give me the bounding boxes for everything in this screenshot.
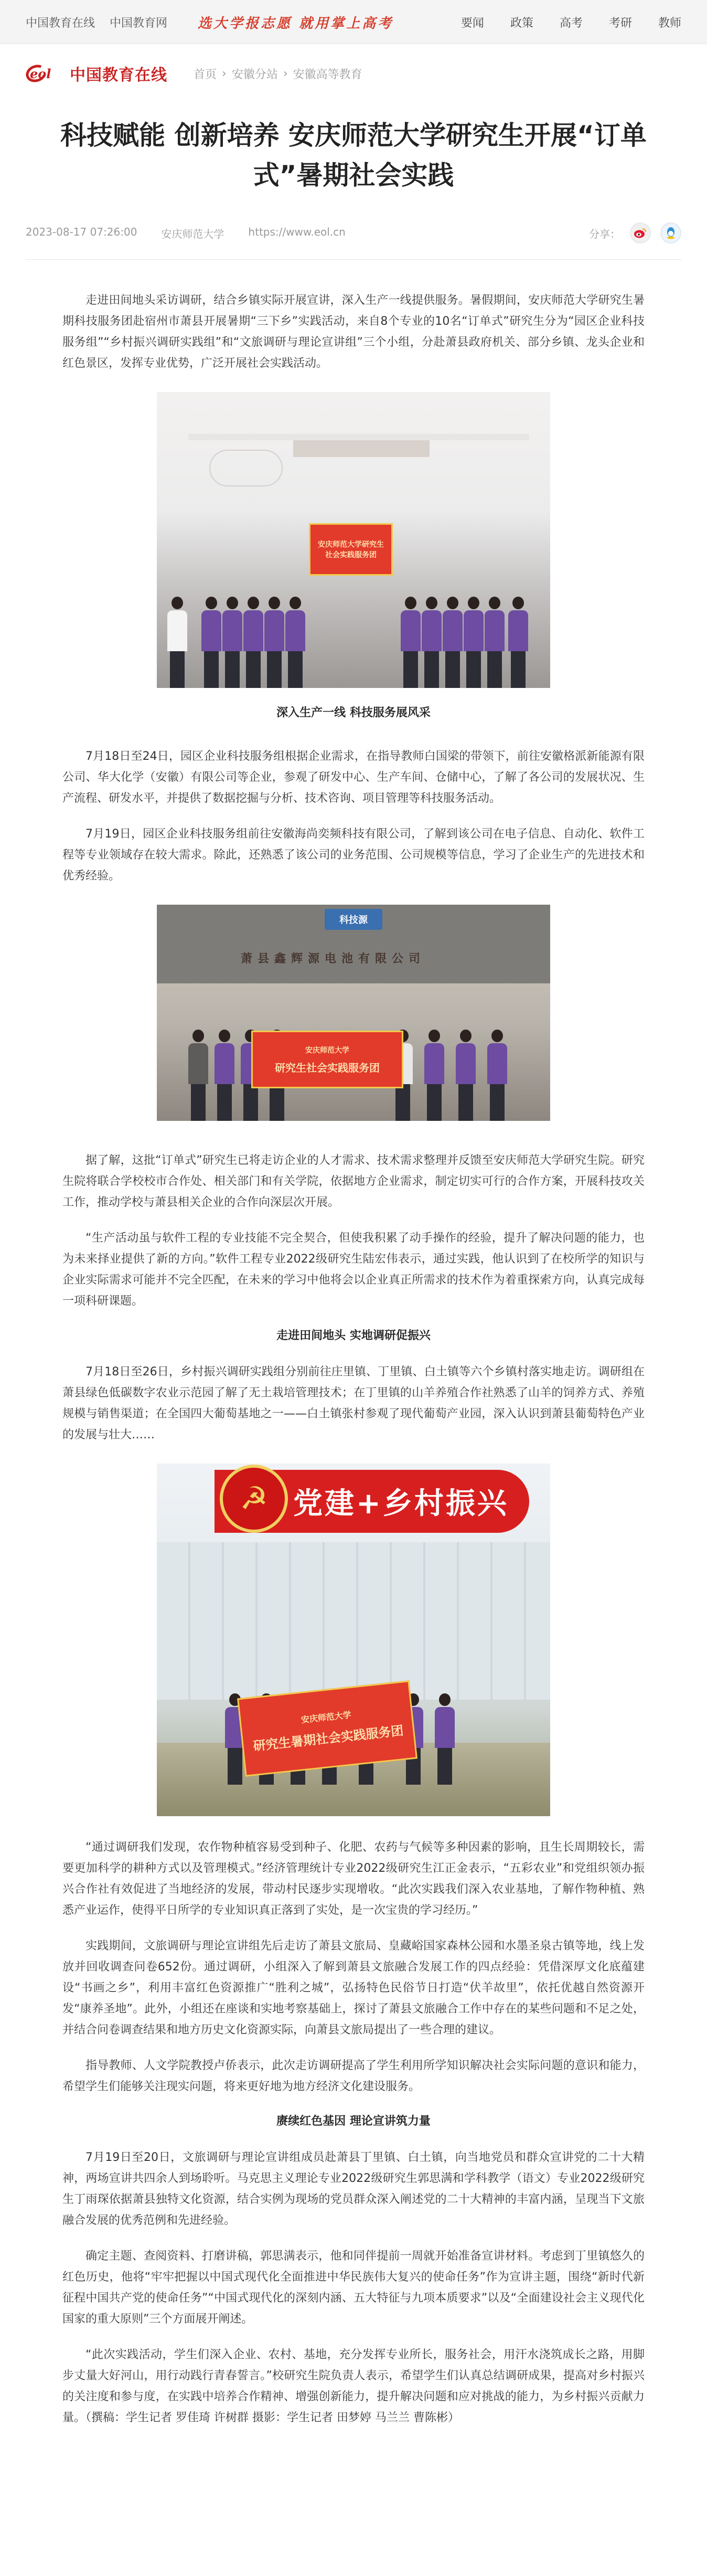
section-caption-1: 深入生产一线 科技服务展风采: [276, 706, 431, 719]
nav-teacher[interactable]: 教师: [658, 16, 681, 30]
article-body: [62, 290, 645, 2429]
person-figure: [215, 1030, 234, 1121]
person-figure: [264, 597, 284, 688]
photo-group-company: [157, 392, 550, 688]
photo2-banner-text: 研究生社会实践服务团: [275, 1061, 380, 1074]
qq-icon: [665, 227, 677, 239]
eol-logo-icon: eol: [26, 63, 62, 84]
nav-policy[interactable]: 政策: [510, 16, 533, 30]
person-figure: [401, 597, 421, 688]
share-label: 分享：: [589, 227, 620, 240]
person-figure: [201, 597, 221, 688]
paragraph-student-quote-1: “生产活动虽与软件工程的专业技能不完全契合，但使我积累了动手操作的经验，提升了解决问题的能力，也为未来择业提供了新的方向。”软件工程专业2022级研究生陆宏伟表示，通过实践，他认识到了在校所学的知识与企业实际需求可能并不完全匹配，在未来的学习中他将会以企业真正所需求的技术作为着重探索方向，认真完成每一项科研课题。: [62, 1232, 645, 1308]
photo3-banner-text: 研究生暑期社会实践服务团: [252, 1723, 404, 1754]
photo1-banner: 安庆师范大学研究生社会实践服务团: [309, 523, 393, 576]
breadcrumb: [194, 66, 362, 82]
paragraph-student-quote-2: “通过调研我们发现，农作物种植容易受到种子、化肥、农药与气候等多种因素的影响，且生长周期较长，需要更加科学的耕种方式以及管理模式。”经济管理统计专业2022级研究生江正金表示，“五彩农业”和党组织领办振兴合作社有效促进了当地经济的发展，带动村民逐步实现增收。“此次实践我们深入农业基地，了解作物种植、熟悉产业运作，使得平日所学的专业知识真正落到了实处，是一次宝贵的学习经历。”: [62, 1841, 645, 1917]
photo3-sign: 党建+乡村振兴: [215, 1470, 529, 1533]
nav-gaokao[interactable]: 高考: [559, 16, 583, 30]
person-figure: [422, 597, 442, 688]
person-figure: [487, 1030, 507, 1121]
person-figure: [188, 1030, 208, 1121]
breadcrumb-higher-edu[interactable]: 安徽高等教育: [293, 68, 362, 81]
paragraph-lecture-prep: 确定主题、查阅资料、打磨讲稿，郭思满表示，他和同伴提前一周就开始准备宣讲材料。考虑到丁里镇悠久的红色历史，他将“牢牢把握以中国式现代化全面推进中华民族伟大复兴的使命任务”作为宣讲主题，围绕“新时代新征程中国共产党的使命任务”“中国式现代化的深刻内涵、五大特征与九项本质要求”以及“全面建设社会主义现代化国家的重大原则”三个方面展开阐述。: [62, 2250, 645, 2326]
top-link-edu-net[interactable]: 中国教育网: [110, 16, 168, 30]
photo2-banner-school: 安庆师范大学: [305, 1046, 349, 1055]
paragraph-conclusion: “此次实践活动，学生们深入企业、农村、基地，充分发挥专业所长，服务社会，用汗水浇筑成长之路，用脚步丈量大好河山，用行动践行青春誓言。”校研究生院负责人表示，希望学生们认真总结调研成果，提高对乡村振兴的关注度和参与度，在实践中培养合作精神、增强创新能力，提升解决问题和应对挑战的能力，为乡村振兴贡献力量。（撰稿：学生记者 罗佳琦 许树群 摄影：学生记者 田梦婷 马兰兰 曹陈彬）: [62, 2348, 645, 2424]
person-figure: [435, 1693, 455, 1785]
breadcrumb-anhui[interactable]: 安徽分站: [231, 68, 278, 81]
person-figure: [167, 597, 187, 688]
paragraph-intro: 走进田间地头采访调研，结合乡镇实际开展宣讲，深入生产一线提供服务。暑假期间，安庆师范大学研究生暑期科技服务团赴宿州市萧县开展暑期“三下乡”实践活动，来自8个专业的10名“订单式”研究生分为“园区企业科技服务组”“乡村振兴调研实践组”和“文旅调研与理论宣讲组”三个小组，分赴萧县政府机关、部分乡镇、龙头企业和红色景区，发挥专业优势，广泛开展社会实践活动。: [62, 294, 645, 370]
paragraph-rural-visit: 7月18日至26日，乡村振兴调研实践组分别前往庄里镇、丁里镇、白土镇等六个乡镇村落实地走访。调研组在萧县绿色低碳数字农业示范园了解了无土栽培管理技术；在丁里镇的山羊养殖合作社熟悉了山羊的饲养方式、养殖规模与销售渠道；在全国四大葡萄基地之一——白土镇张村参观了现代葡萄产业园，深入认识到萧县葡萄特色产业的发展与壮大……: [62, 1365, 645, 1441]
site-logo[interactable]: [26, 62, 167, 85]
breadcrumb-separator: ›: [222, 67, 227, 80]
brand-row: [26, 44, 681, 103]
breadcrumb-home[interactable]: 首页: [194, 68, 217, 81]
person-figure: [464, 597, 484, 688]
company-sign: 萧县鑫辉源电池有限公司: [241, 952, 426, 966]
section-caption-2: 走进田间地头 实地调研促振兴: [276, 1329, 431, 1342]
paragraph-tech-service-2: 7月19日，园区企业科技服务组前往安徽海尚奕频科技有限公司，了解到该公司在电子信息、自动化、软件工程等专业领域存在较大需求。除此，还熟悉了该公司的业务范围、公司规模等信息，学习了企业生产的先进技术和优秀经验。: [62, 828, 645, 883]
nav-kaoyan[interactable]: 考研: [608, 16, 632, 30]
paragraph-culture-tourism: 实践期间，文旅调研与理论宣讲组先后走访了萧县文旅局、皇藏峪国家森林公园和水墨圣泉古镇等地，线上发放并回收调查问卷652份。通过调研，小组深入了解到萧县文旅融合发展工作的四点经验：凭借深厚文化底蕴建设“书画之乡”，利用丰富红色资源推广“胜利之城”，弘扬特色民俗节日打造“伏羊故里”，依托优越自然资源开发“康养圣地”。此外，小组还在座谈和实地考察基础上，探讨了萧县文旅融合工作中存在的某些问题和不足之处，并结合问卷调查结果和地方历史文化资源实际，向萧县文旅局提出了一些合理的建议。: [62, 1939, 645, 2037]
section-caption-3: 赓续红色基因 理论宣讲筑力量: [276, 2115, 431, 2128]
paragraph-tech-service-1: 7月18日至24日，园区企业科技服务组根据企业需求，在指导教师白国梁的带领下，前往安徽格派新能源有限公司、华大化学（安徽）有限公司等企业，参观了研发中心、生产车间、仓储中心，了解了各公司的发展状况、生产流程、研发水平，并提供了数据挖掘与分析、技术咨询、项目管理等科技服务活动。: [62, 750, 645, 805]
top-bar: [0, 0, 707, 44]
gaokao-slogan-banner[interactable]: 选大学报志愿 就用掌上高考: [198, 15, 394, 31]
weibo-icon: [634, 227, 647, 239]
site-name: 中国教育在线: [70, 66, 167, 84]
article-title: 科技赋能 创新培养 安庆师范大学研究生开展“订单式”暑期社会实践: [60, 120, 647, 190]
photo-company-visit: [157, 905, 550, 1121]
person-figure: [222, 597, 242, 688]
company-logo: 科技源: [325, 909, 382, 930]
qq-share-button[interactable]: [660, 222, 681, 243]
article-meta: [26, 222, 681, 260]
publish-date: 2023-08-17 07:26:00: [26, 225, 137, 238]
party-emblem-icon: ☭: [220, 1465, 288, 1533]
person-figure: [485, 597, 505, 688]
person-figure: [443, 597, 463, 688]
paragraph-advisor-comment: 指导教师、人文学院教授卢侨表示，此次走访调研提高了学生利用所学知识解决社会实际问题的意识和能力，希望学生们能够关注现实问题，将来更好地为地方经济文化建设服务。: [62, 2059, 645, 2093]
person-figure: [285, 597, 305, 688]
photo-rural-revitalization: [157, 1464, 550, 1816]
source-url: https://www.eol.cn: [248, 225, 346, 238]
breadcrumb-separator: ›: [283, 67, 288, 80]
photo3-banner-school: 安庆师范大学: [301, 1710, 352, 1725]
nav-news[interactable]: 要闻: [460, 16, 484, 30]
person-figure: [456, 1030, 476, 1121]
person-figure: [508, 597, 528, 688]
photo2-banner: [251, 1031, 403, 1088]
person-figure: [243, 597, 263, 688]
article-source: 安庆师范大学: [161, 227, 224, 240]
paragraph-lecture: 7月19日至20日，文旅调研与理论宣讲组成员赴萧县丁里镇、白土镇，向当地党员和群众宣讲党的二十大精神，两场宣讲共四余人到场聆听。马克思主义理论专业2022级研究生郭思满和学科教学（语文）专业2022级研究生丁雨琛依据萧县独特文化资源，结合实例为现场的党员群众深入阐述党的二十大精神的丰富内涵，呈现当下文旅融合发展的优秀范例和先进经验。: [62, 2151, 645, 2227]
paragraph-order-training: 据了解，这批“订单式”研究生已将走访企业的人才需求、技术需求整理并反馈至安庆师范大学研究生院。研究生院将联合学校校市合作处、相关部门和有关学院，依据地方企业需求，制定切实可行的合作方案，开展科技攻关工作，推动学校与萧县相关企业的合作向深层次开展。: [62, 1154, 645, 1209]
top-link-eol[interactable]: 中国教育在线: [26, 16, 95, 30]
person-figure: [424, 1030, 444, 1121]
weibo-share-button[interactable]: [630, 222, 651, 243]
